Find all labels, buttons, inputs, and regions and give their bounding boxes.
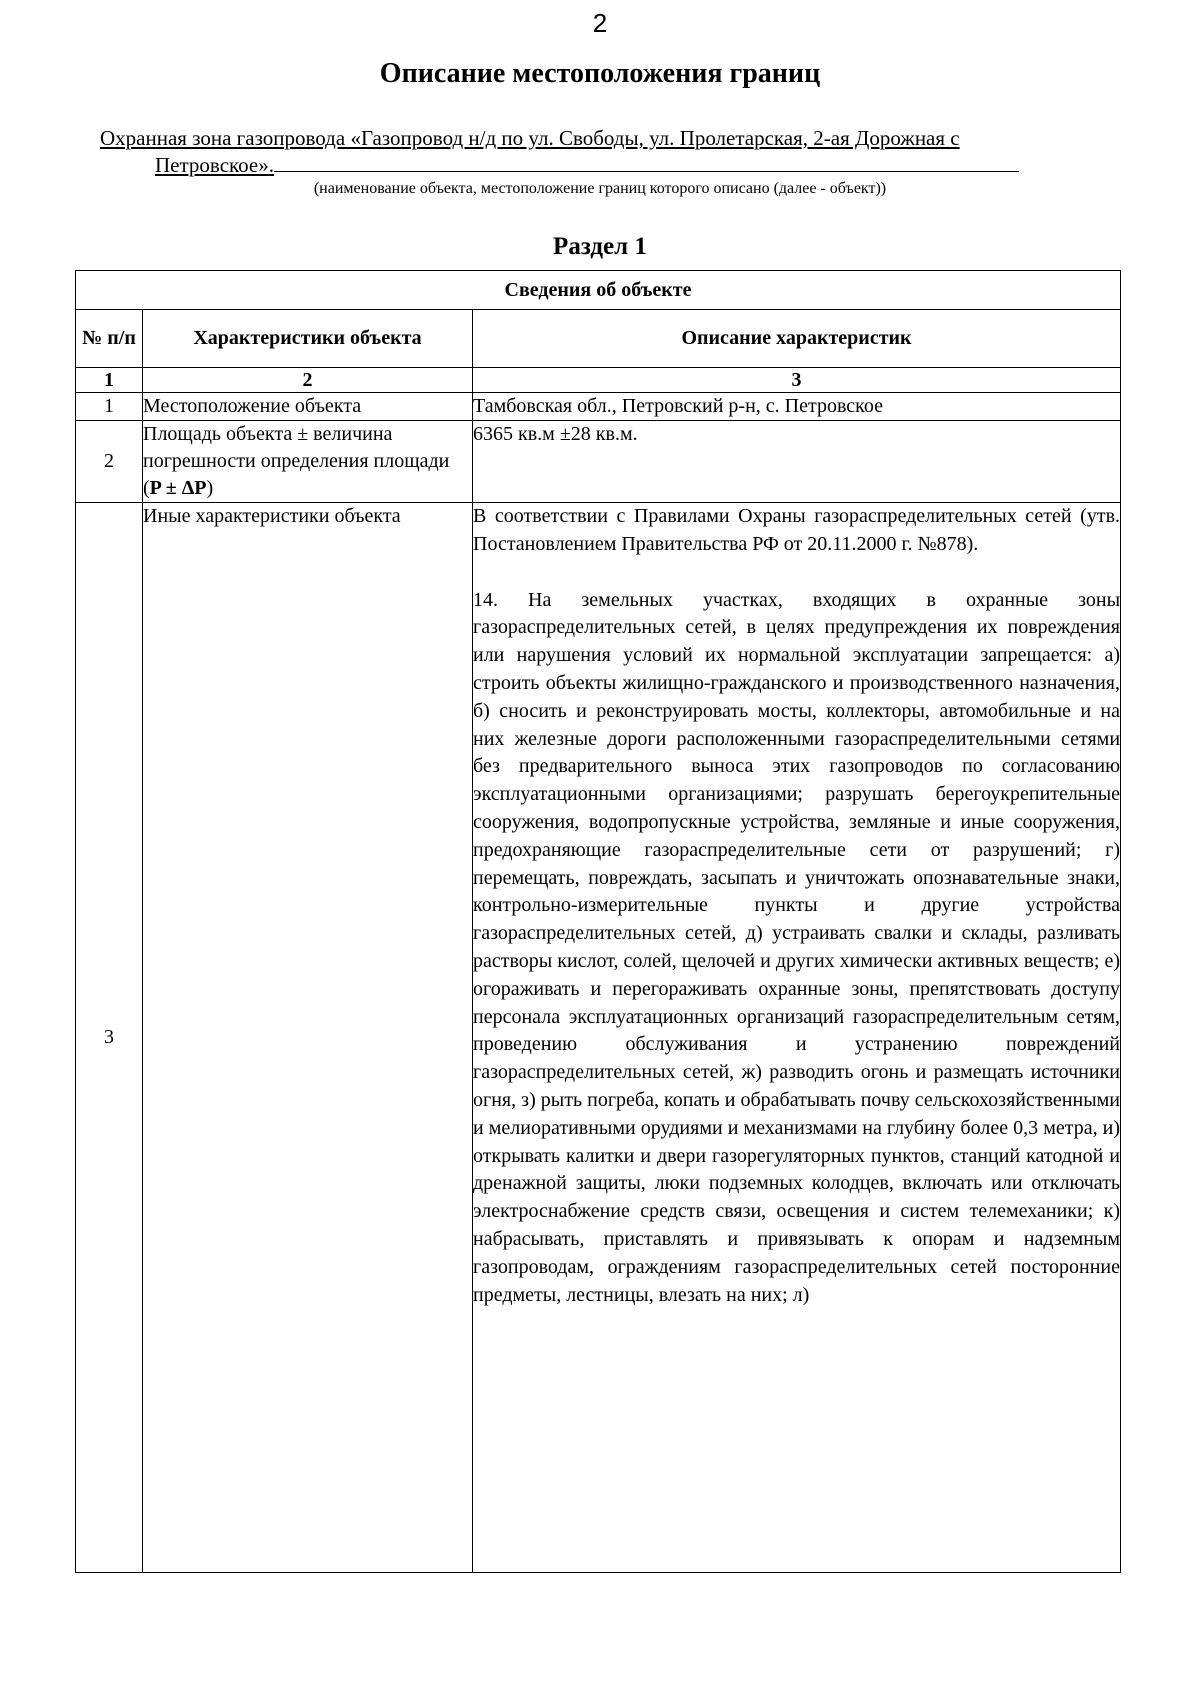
column-number: 2 [143, 368, 473, 393]
row-characteristic [143, 421, 473, 503]
row-description: 6365 кв.м ±28 кв.м. [473, 421, 1121, 503]
object-name-line2-text: Петровское». [155, 153, 274, 177]
table-header-row [76, 310, 1121, 368]
underline-fill [274, 170, 1019, 172]
column-number: 3 [473, 368, 1121, 393]
page-number: 2 [592, 8, 608, 38]
row-number: 1 [76, 393, 143, 421]
row-characteristic: Иные характеристики объекта [143, 503, 473, 1573]
row-number: 2 [76, 421, 143, 503]
table-row [76, 393, 1121, 421]
document-title: Описание местоположения границ [379, 58, 821, 89]
table-row [76, 421, 1121, 503]
row-number: 3 [76, 503, 143, 1573]
row-description: Тамбовская обл., Петровский р-н, с. Петровское [473, 393, 1121, 421]
table-row [76, 503, 1121, 1573]
row-characteristic: Местоположение объекта [143, 393, 473, 421]
row-characteristic-text: Площадь объекта ± величина погрешности определения площади ( [143, 423, 450, 499]
object-name-line2 [100, 152, 1110, 179]
row-characteristic-formula: P ± ΔP [149, 477, 207, 499]
row-description [473, 503, 1121, 1573]
column-numbers-row [76, 368, 1121, 393]
section-title: Раздел 1 [553, 233, 647, 260]
row-characteristic-end: ) [206, 477, 214, 499]
object-caption: (наименование объекта, местоположение границ которого описано (далее - объект)) [313, 180, 887, 197]
object-name-line1: Охранная зона газопровода «Газопровод н/д по ул. Свободы, ул. Пролетарская, 2-ая Дорожная с [100, 126, 960, 150]
description-paragraph-1: В соответствии с Правилами Охраны газораспределительных сетей (утв. Постановлением Правительства РФ от 20.11.2000 г. №878). [473, 505, 1121, 555]
table-title: Сведения об объекте [76, 271, 1121, 310]
object-info-table [75, 270, 1121, 1573]
table-title-row [76, 271, 1121, 310]
column-header-description: Описание характеристик [473, 310, 1121, 368]
column-number: 1 [76, 368, 143, 393]
column-header-num: № п/п [76, 310, 143, 368]
object-name [100, 125, 1110, 179]
column-header-characteristic: Характеристики объекта [143, 310, 473, 368]
description-paragraph-2: 14. На земельных участках, входящих в охранные зоны газораспределительных сетей, в целях предупреждения их повреждения или нарушения условий их нормальной эксплуатации запрещается: а) строить объекты жилищно-гражданского и производственного назначения, б) сносить и реконструировать мосты, коллекторы, автомобильные и на них железные дороги расположенными газораспределительными сетями без предварительного выноса этих газопроводов по согласованию эксплуатационными организациями; разрушать берегоукрепительные сооружения, водопропускные устройства, земляные и иные сооружения, предохраняющие газораспределительные сети от разрушений; г) перемещать, повреждать, засыпать и уничтожать опознавательные знаки, контрольно-измерительные пункты и другие устройства газораспределительных сетей, д) устраивать свалки и склады, разливать растворы кислот, солей, щелочей и других химически активных веществ; е) огораживать и перегораживать охранные зоны, препятствовать доступу персонала эксплуатационных организаций газораспределительным сетям, проведению обслуживания и устранению повреждений газораспределительных сетей, ж) разводить огонь и размещать источники огня, з) рыть погреба, копать и обрабатывать почву сельскохозяйственными и мелиоративными орудиями и механизмами на глубину более 0,3 метра, и) открывать калитки и двери газорегуляторных пунктов, станций катодной и дренажной защиты, люки подземных колодцев, включать или отключать электроснабжение средств связи, освещения и систем телемеханики; к) набрасывать, приставлять и привязывать к опорам и надземным газопроводам, ограждениям газораспределительных сетей посторонние предметы, лестницы, влезать на них; л) [473, 588, 1121, 1306]
row-description-content [473, 503, 1120, 1572]
paragraph-gap [473, 559, 1120, 587]
